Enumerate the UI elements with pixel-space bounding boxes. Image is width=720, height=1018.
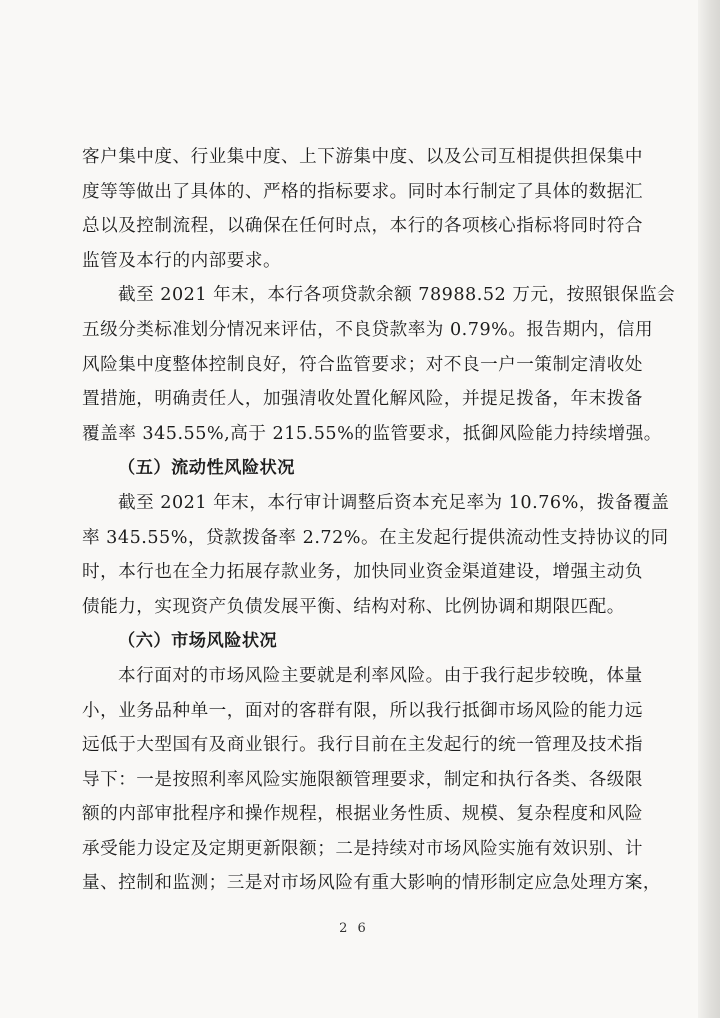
- text-line: 率 345.55%，贷款拨备率 2.72%。在主发起行提供流动性支持协议的同: [82, 527, 669, 548]
- document-body: [82, 140, 676, 901]
- page-edge-shadow: [698, 0, 720, 1018]
- text-line: 时，本行也在全力拓展存款业务，加快同业资金渠道建设，增强主动负: [82, 562, 643, 583]
- text-line: 置措施，明确责任人，加强清收处置化解风险，并提足拨备，年末拨备: [82, 389, 643, 410]
- text-line: 远低于大型国有及商业银行。我行目前在主发起行的统一管理及技术指: [82, 735, 643, 756]
- text-line: 总以及控制流程，以确保在任何时点，本行的各项核心指标将同时符合: [82, 216, 643, 237]
- text-line: 客户集中度、行业集中度、上下游集中度、以及公司互相提供担保集中: [82, 147, 643, 167]
- text-line: 债能力，实现资产负债发展平衡、结构对称、比例协调和期限匹配。: [82, 596, 625, 617]
- section-heading-market-risk: （六）市场风险状况: [118, 631, 278, 652]
- text-line: 风险集中度整体控制良好，符合监管要求；对不良一户一策制定清收处: [82, 354, 643, 375]
- text-line: 额的内部审批程序和操作规程，根据业务性质、规模、复杂程度和风险: [82, 804, 643, 825]
- text-line: 量、控制和监测；三是对市场风险有重大影响的情形制定应急处理方案，: [82, 873, 662, 894]
- page-number: 2 6: [339, 921, 369, 936]
- section-heading-liquidity-risk: （五）流动性风险状况: [118, 458, 295, 479]
- text-line: 监管及本行的内部要求。: [82, 250, 282, 271]
- text-line: 本行面对的市场风险主要就是利率风险。由于我行起步较晚，体量: [118, 665, 643, 686]
- text-line: 导下：一是按照利率风险实施限额管理要求，制定和执行各类、各级限: [82, 769, 643, 790]
- text-line: 截至 2021 年末，本行各项贷款余额 78988.52 万元，按照银保监会: [118, 285, 676, 306]
- text-line: 小，业务品种单一，面对的客群有限，所以我行抵御市场风险的能力远: [82, 700, 643, 721]
- text-line: 五级分类标准划分情况来评估，不良贷款率为 0.79%。报告期内，信用: [82, 319, 654, 340]
- text-line: 覆盖率 345.55%,高于 215.55%的监管要求，抵御风险能力持续增强。: [82, 423, 662, 444]
- text-line: 承受能力设定及定期更新限额；二是持续对市场风险实施有效识别、计: [82, 838, 643, 859]
- text-line: 度等等做出了具体的、严格的指标要求。同时本行制定了具体的数据汇: [82, 181, 643, 202]
- text-line: 截至 2021 年末，本行审计调整后资本充足率为 10.76%，拨备覆盖: [118, 492, 670, 513]
